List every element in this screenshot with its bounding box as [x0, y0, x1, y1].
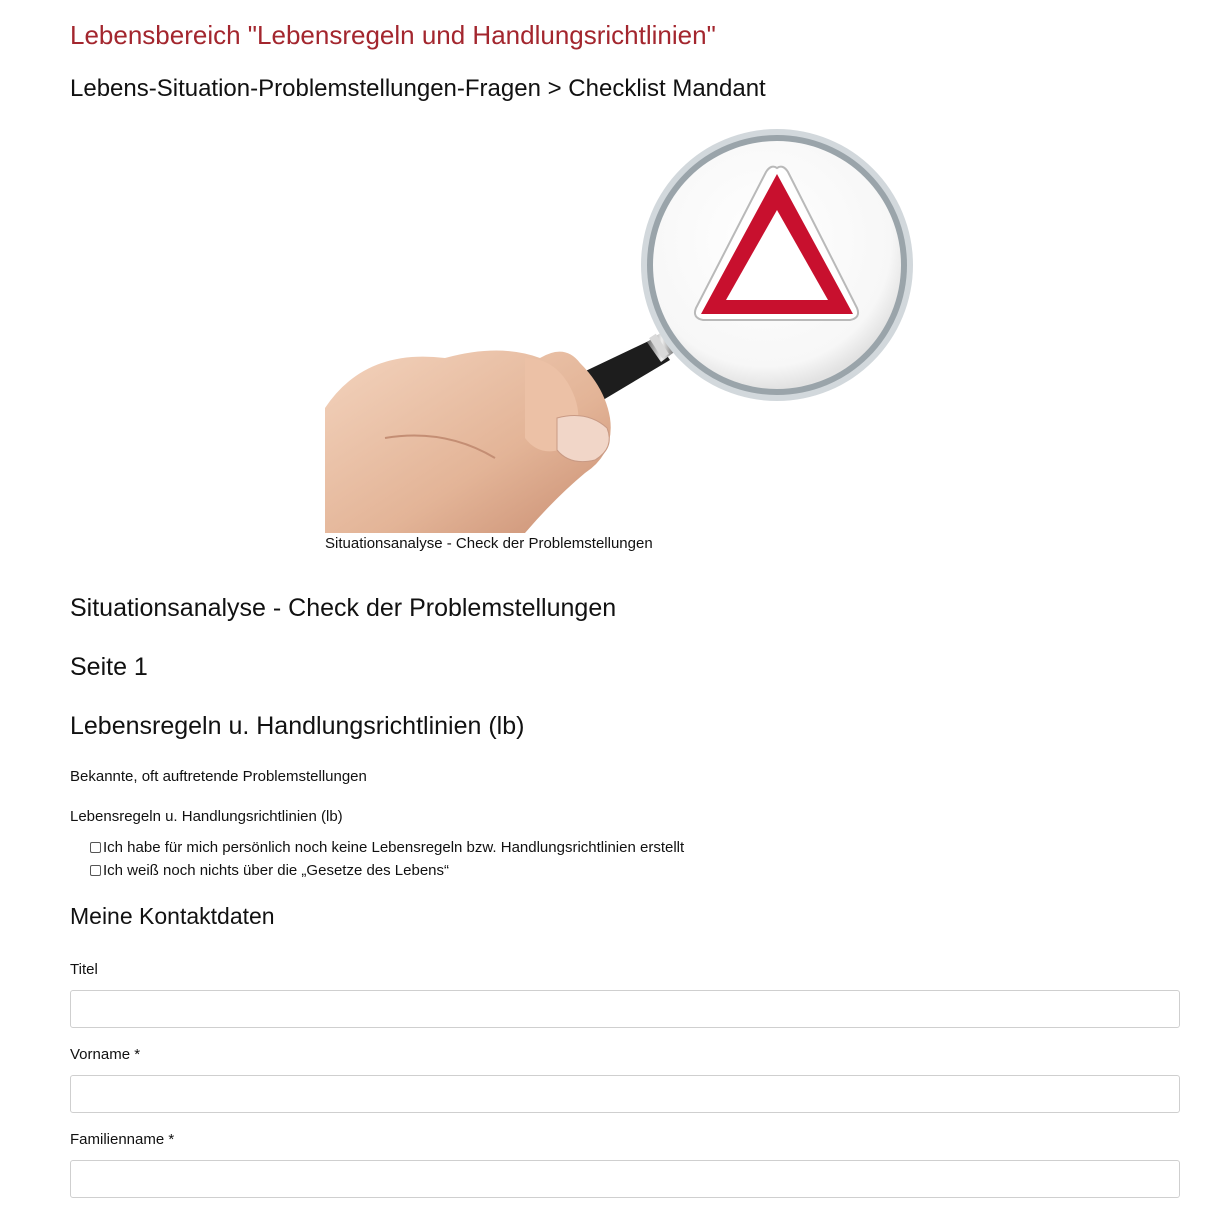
- section-heading: Lebensregeln u. Handlungsrichtlinien (lb): [70, 712, 525, 740]
- field-label-lastname: Familienname *: [70, 1131, 175, 1148]
- page-title: Lebensbereich "Lebensregeln und Handlungsrichtlinien": [70, 20, 716, 50]
- intro-text: Bekannte, oft auftretende Problemstellungen: [70, 768, 367, 785]
- figure-caption: Situationsanalyse - Check der Problemstellungen: [325, 535, 653, 552]
- figure: [325, 128, 935, 560]
- checkbox-item[interactable]: [90, 839, 684, 856]
- firstname-input[interactable]: [70, 1075, 1180, 1113]
- breadcrumb: Lebens-Situation-Problemstellungen-Fragen > Checklist Mandant: [70, 75, 766, 102]
- field-label-title: Titel: [70, 961, 98, 978]
- checkbox-group-label: Lebensregeln u. Handlungsrichtlinien (lb): [70, 808, 343, 825]
- checkbox-label: Ich weiß noch nichts über die „Gesetze des Lebens“: [103, 862, 450, 879]
- title-input[interactable]: [70, 990, 1180, 1028]
- page-number-heading: Seite 1: [70, 653, 148, 681]
- form-heading: Situationsanalyse - Check der Problemstellungen: [70, 594, 617, 622]
- lastname-input[interactable]: [70, 1160, 1180, 1198]
- field-label-firstname: Vorname *: [70, 1046, 141, 1063]
- checkbox-item[interactable]: [90, 862, 449, 879]
- checkbox-label: Ich habe für mich persönlich noch keine Lebensregeln bzw. Handlungsrichtlinien erstellt: [103, 839, 685, 856]
- magnifier-warning-image: [325, 128, 935, 533]
- checkbox[interactable]: [90, 865, 101, 876]
- contact-heading: Meine Kontaktdaten: [70, 903, 275, 929]
- hand-icon: [325, 351, 611, 534]
- checkbox[interactable]: [90, 842, 101, 853]
